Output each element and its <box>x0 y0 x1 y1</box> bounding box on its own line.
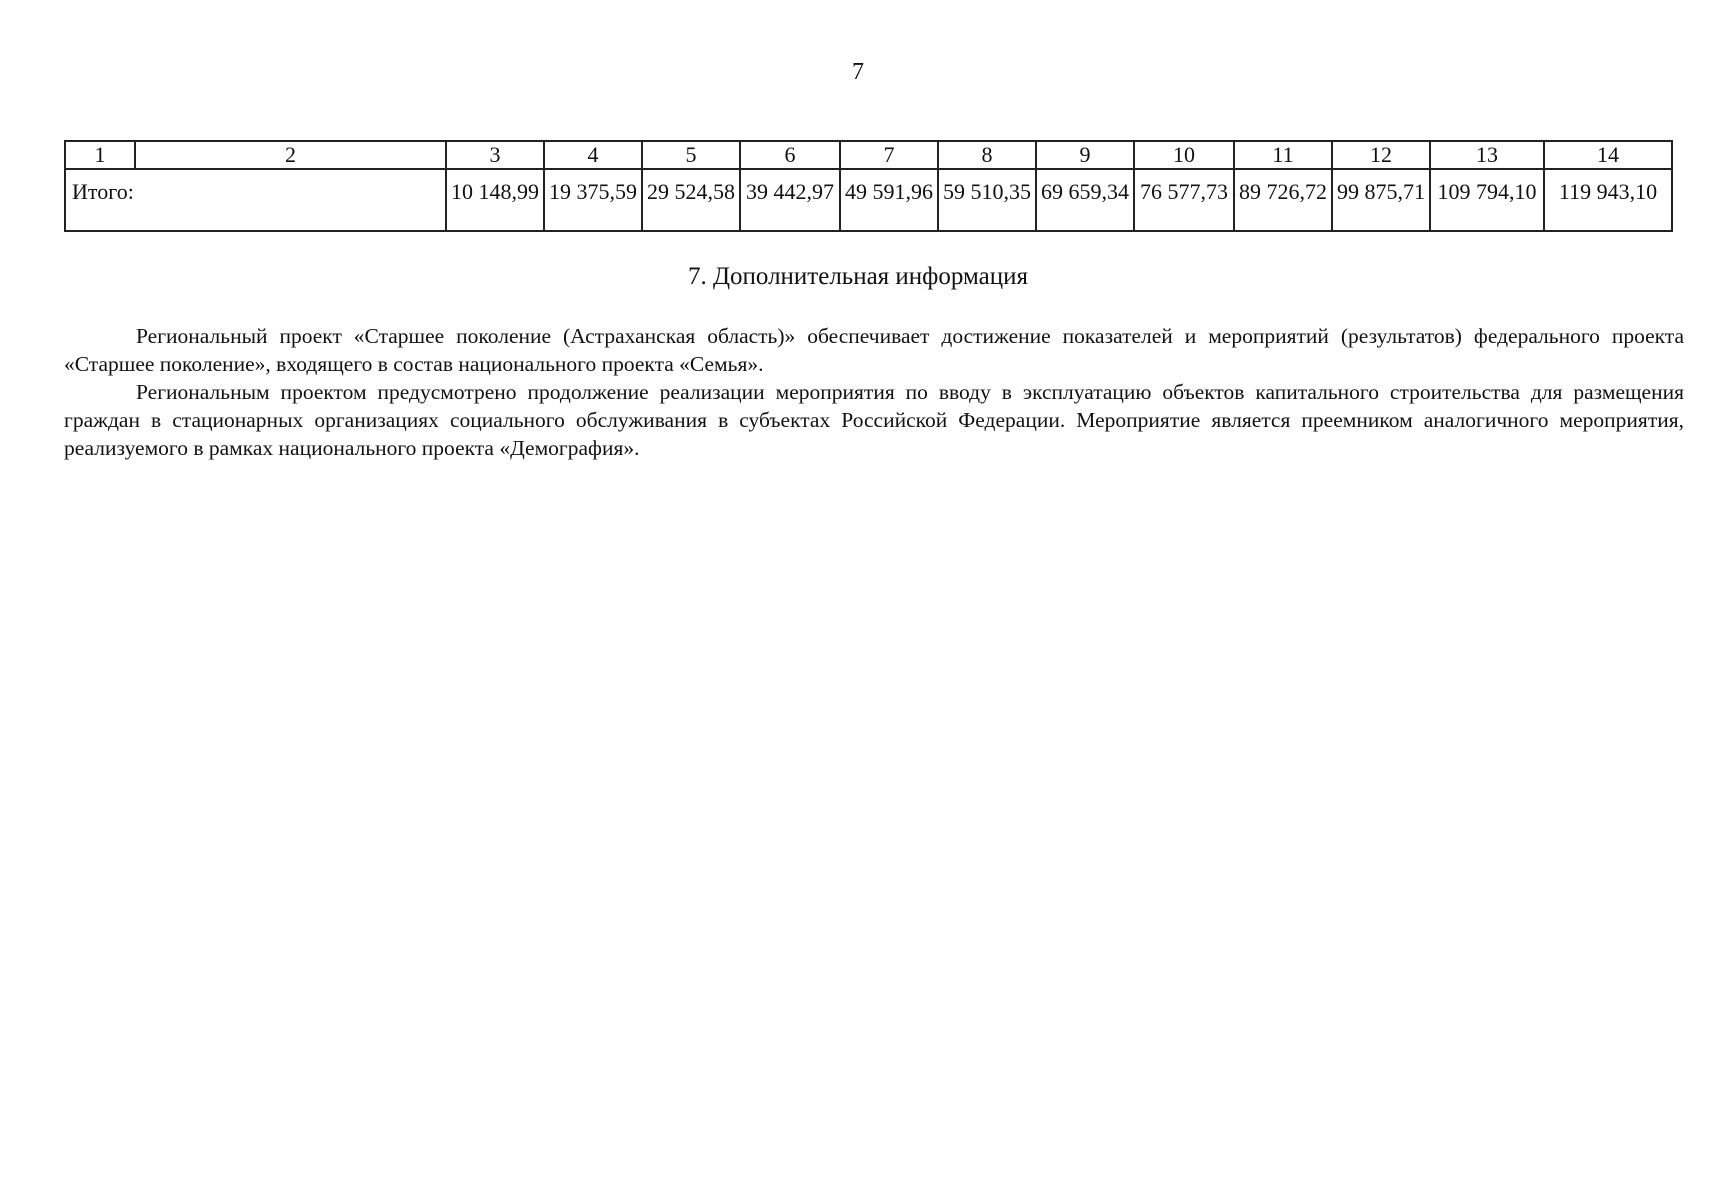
column-number-header: 13 <box>1430 141 1544 169</box>
column-number-header: 14 <box>1544 141 1672 169</box>
column-number-header: 6 <box>740 141 840 169</box>
section-title: 7. Дополнительная информация <box>687 263 1029 290</box>
total-value-cell: 39 442,97 <box>740 169 840 231</box>
column-number-header: 5 <box>642 141 740 169</box>
table-total-row <box>65 169 1672 231</box>
paragraph: Региональным проектом предусмотрено продолжение реализации мероприятия по вводу в эксплуатацию объектов капитального строительства для размещения граждан в стационарных организациях социального обслуживания в субъектах Российской Федерации. Мероприятие является преемником аналогичного мероприятия, реализуемого в рамках национального проекта «Демография». <box>64 380 1684 460</box>
total-value-cell: 19 375,59 <box>544 169 642 231</box>
column-number-header: 12 <box>1332 141 1430 169</box>
column-number-header: 1 <box>65 141 135 169</box>
column-number-header: 4 <box>544 141 642 169</box>
total-value-cell: 76 577,73 <box>1134 169 1234 231</box>
table-header-row <box>65 141 1672 169</box>
total-label: Итого: <box>65 169 446 231</box>
column-number-header: 2 <box>135 141 446 169</box>
total-value-cell: 89 726,72 <box>1234 169 1332 231</box>
total-value-cell: 29 524,58 <box>642 169 740 231</box>
total-value-cell: 99 875,71 <box>1332 169 1430 231</box>
total-value-cell: 10 148,99 <box>446 169 544 231</box>
page-number: 7 <box>852 59 864 85</box>
total-value-cell: 69 659,34 <box>1036 169 1134 231</box>
totals-table <box>64 140 1673 232</box>
section-body <box>64 322 1684 462</box>
paragraph: Региональный проект «Старшее поколение (Астраханская область)» обеспечивает достижение показателей и мероприятий (результатов) федерального проекта «Старшее поколение», входящего в состав национального проекта «Семья». <box>64 324 1684 376</box>
total-value-cell: 119 943,10 <box>1544 169 1672 231</box>
column-number-header: 8 <box>938 141 1036 169</box>
column-number-header: 11 <box>1234 141 1332 169</box>
column-number-header: 3 <box>446 141 544 169</box>
column-number-header: 10 <box>1134 141 1234 169</box>
column-number-header: 9 <box>1036 141 1134 169</box>
column-number-header: 7 <box>840 141 938 169</box>
total-value-cell: 59 510,35 <box>938 169 1036 231</box>
total-value-cell: 109 794,10 <box>1430 169 1544 231</box>
total-value-cell: 49 591,96 <box>840 169 938 231</box>
